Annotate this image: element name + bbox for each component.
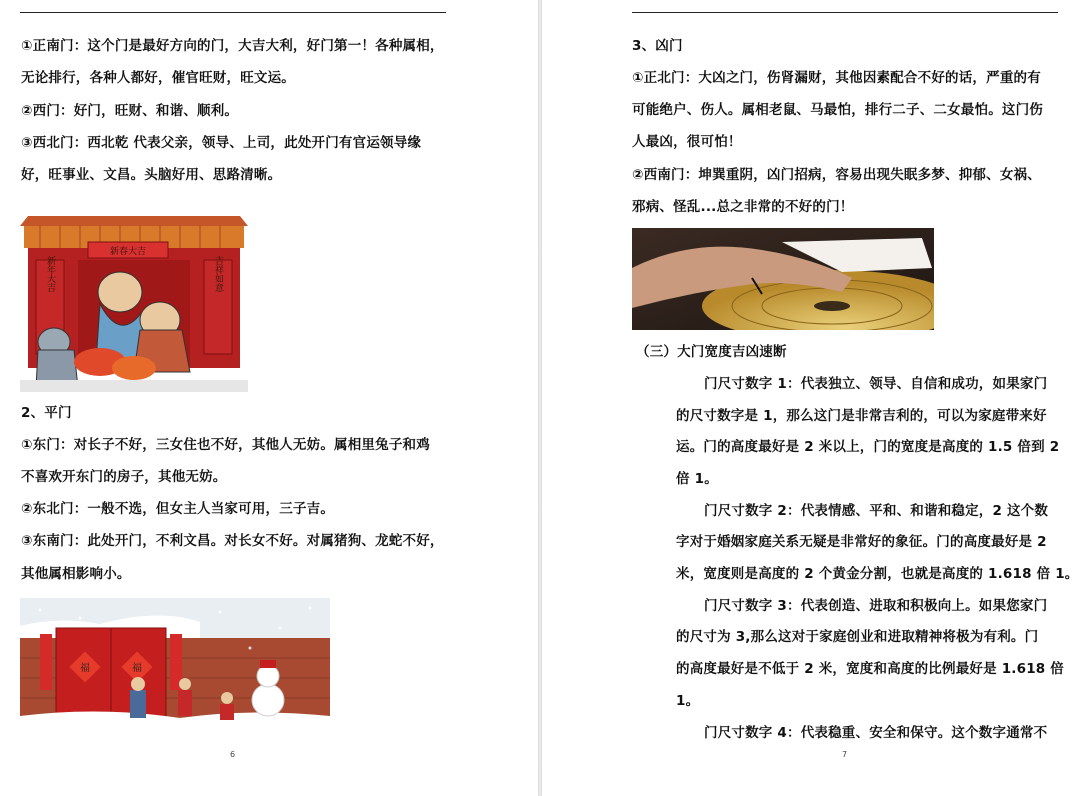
couplet-left-text: 新年大吉 [45,256,55,292]
couplet-right-text: 吉祥如意 [213,256,223,292]
snow-door-illustration [20,598,330,746]
text-line: 门尺寸数字 3：代表创造、进取和积极向上。如果您家门 [704,598,1048,614]
text-line: ①正北门：大凶之门，伤肾漏财，其他因素配合不好的话，严重的有 [632,70,1041,86]
subsection-heading: （三）大门宽度吉凶速断 [636,344,787,360]
text-line: 字对于婚姻家庭关系无疑是非常好的象征。门的高度最好是 2 [676,534,1047,550]
text-line: 倍 1。 [676,471,718,487]
text-line: 门尺寸数字 4：代表稳重、安全和保守。这个数字通常不 [704,725,1048,741]
text-line: 米，宽度则是高度的 2 个黄金分割，也就是高度的 1.618 倍 1。 [676,566,1079,582]
text-line: 人最凶，很可怕！ [632,134,742,150]
text-line: ①正南门：这个门是最好方向的门，大吉大利，好门第一！各种属相， [21,38,444,54]
text-line: ②东北门：一般不选，但女主人当家可用，三子吉。 [21,501,335,517]
page-number: 7 [842,750,848,759]
right-page [542,0,1080,796]
text-line: ①东门：对长子不好，三女住也不好，其他人无妨。属相里兔子和鸡 [21,437,430,453]
text-line: 不喜欢开东门的房子，其他无妨。 [21,469,227,485]
cny-door-illustration [20,212,248,392]
luopan-photo [632,228,934,330]
fu-text: 福 [80,663,90,674]
fu-text: 福 [132,663,142,674]
text-line: ③东南门：此处开门，不利文昌。对长女不好。对属猪狗、龙蛇不好， [21,533,444,549]
text-line: 运。门的高度最好是 2 米以上，门的宽度是高度的 1.5 倍到 2 [676,439,1060,455]
top-rule [632,12,1058,13]
section-heading: 3、凶门 [632,38,683,54]
text-line: 门尺寸数字 2：代表情感、平和、和谐和稳定，2 这个数 [704,503,1049,519]
text-line: ②西门：好门，旺财、和谐、顺利。 [21,103,239,119]
text-line: 无论排行，各种人都好，催官旺财，旺文运。 [21,70,295,86]
text-line: 1。 [676,693,700,709]
left-page [0,0,538,796]
banner-text: 新春大吉 [109,247,147,257]
text-line: 好，旺事业、文昌。头脑好用、思路清晰。 [21,167,282,183]
text-line: 的尺寸为 3,那么这对于家庭创业和进取精神将极为有利。门 [676,629,1039,645]
section-heading: 2、平门 [21,405,72,421]
page-number: 6 [230,750,236,759]
text-line: 的高度最好是不低于 2 米，宽度和高度的比例最好是 1.618 倍 [676,661,1064,677]
text-line: 的尺寸数字是 1，那么这门是非常吉利的，可以为家庭带来好 [676,408,1047,424]
text-line: ③西北门：西北乾 代表父亲，领导、上司，此处开门有官运领导缘 [21,135,422,151]
top-rule [20,12,446,13]
text-line: 可能绝户、伤人。属相老鼠、马最怕，排行二子、二女最怕。这门伤 [632,102,1043,118]
text-line: 邪病、怪乱...总之非常的不好的门！ [632,199,854,215]
text-line: ②西南门：坤巽重阴，凶门招病，容易出现失眠多梦、抑郁、女祸、 [632,167,1041,183]
text-line: 其他属相影响小。 [21,566,131,582]
text-line: 门尺寸数字 1：代表独立、领导、自信和成功，如果家门 [704,376,1048,392]
